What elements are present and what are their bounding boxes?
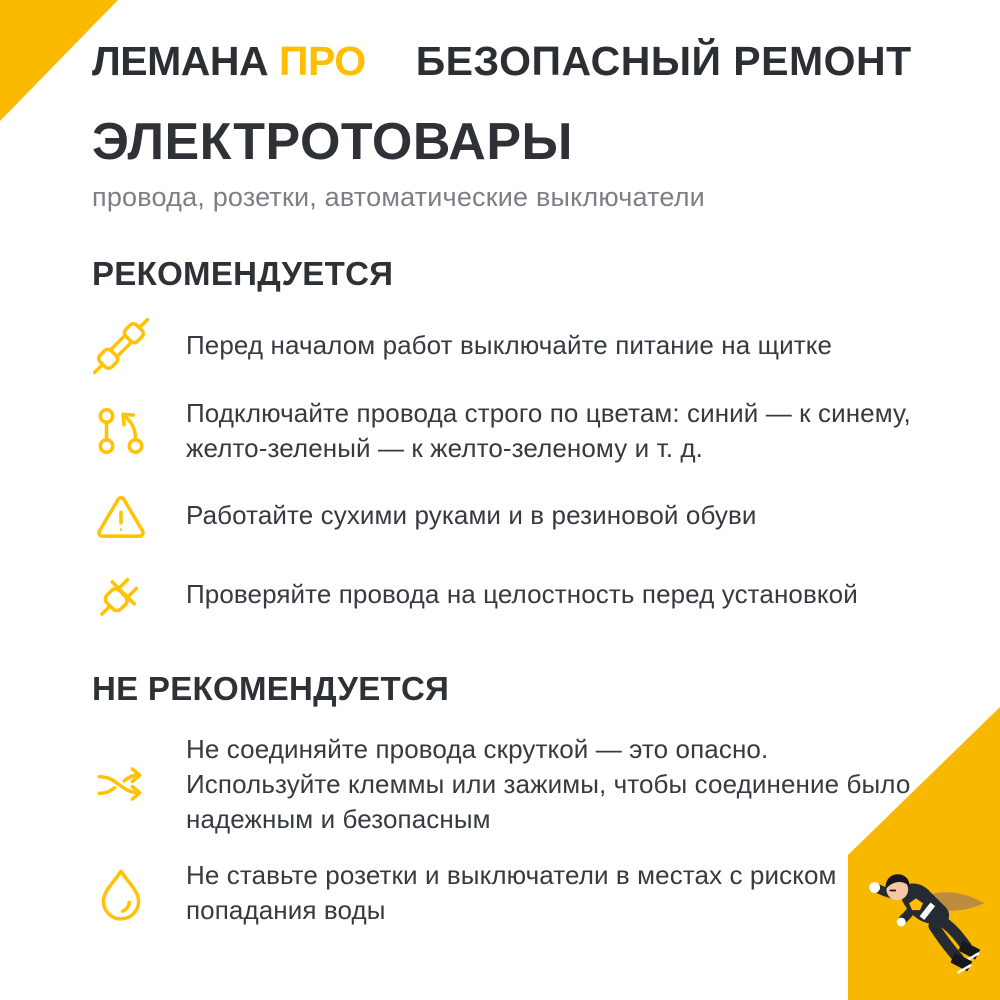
- not-recommended-list: [92, 732, 930, 928]
- shuffle-arrows-icon: [92, 755, 150, 813]
- lemana-pro-logo: [92, 38, 366, 85]
- warning-triangle-icon: [92, 487, 150, 545]
- list-item: [92, 396, 930, 466]
- recommended-list: [92, 317, 930, 624]
- logo-primary-text: ЛЕМАНА: [92, 38, 269, 84]
- list-item: [92, 566, 930, 624]
- page-subtitle: провода, розетки, автоматические выключатели: [92, 181, 705, 212]
- list-item: [92, 487, 930, 545]
- page-title: ЭЛЕКТРОТОВАРЫ: [92, 113, 573, 171]
- recommended-heading: РЕКОМЕНДУЕТСЯ: [92, 254, 394, 292]
- list-item-text: Подключайте провода строго по цветам: синий — к синему, желто-зеленый — к желто-зеленому и т. д.: [186, 397, 911, 463]
- water-drop-icon: [92, 864, 150, 922]
- list-item: [92, 732, 930, 837]
- logo-accent-text: ПРО: [279, 38, 366, 84]
- list-item-text: Не ставьте розетки и выключатели в местах с риском попадания воды: [186, 859, 837, 925]
- header: [92, 38, 930, 85]
- list-item-text: Работайте сухими руками и в резиновой обуви: [186, 500, 757, 531]
- list-item: [92, 858, 930, 928]
- plug-icon: [92, 566, 150, 624]
- not-recommended-heading: НЕ РЕКОМЕНДУЕТСЯ: [92, 669, 450, 707]
- list-item: [92, 317, 930, 375]
- mascot-superhero-illustration: [840, 850, 998, 998]
- list-item-text: Перед началом работ выключайте питание на щитке: [186, 330, 833, 361]
- list-item-text: Проверяйте провода на целостность перед установкой: [186, 579, 858, 610]
- doc-series-title: БЕЗОПАСНЫЙ РЕМОНТ: [415, 38, 912, 84]
- list-item-text: Не соединяйте провода скруткой — это опасно. Используйте клеммы или зажимы, чтобы соединение было надежным и безопасным: [186, 733, 911, 834]
- color-match-branch-icon: [92, 402, 150, 460]
- plug-connection-icon: [92, 317, 150, 375]
